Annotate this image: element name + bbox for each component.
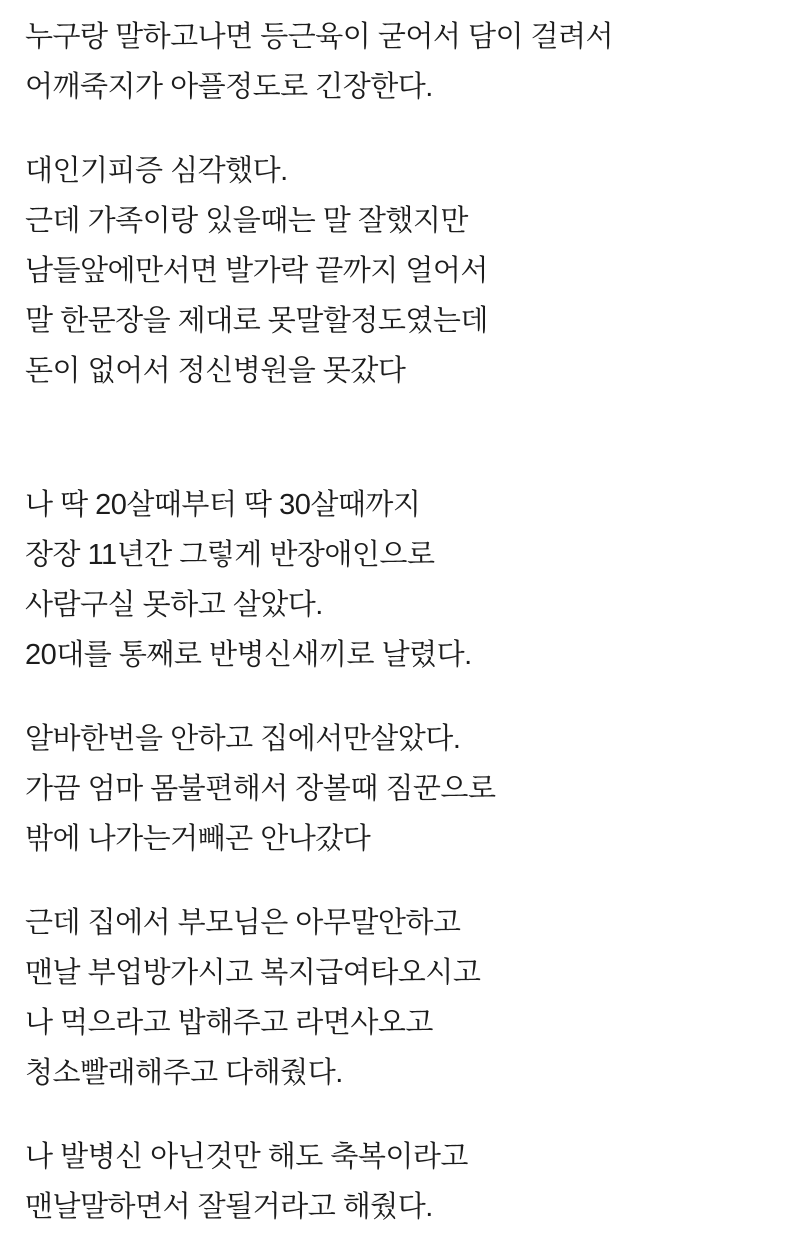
text-line: 나 딱 20살때부터 딱 30살때까지 (25, 489, 421, 521)
text-line: 맨날말하면서 잘될거라고 해줬다. (25, 1191, 433, 1223)
text-line: 나 먹으라고 밥해주고 라면사오고 (25, 1007, 433, 1039)
text-line: 남들앞에만서면 발가락 끝까지 얼어서 (25, 255, 488, 287)
text-line: 누구랑 말하고나면 등근육이 굳어서 담이 걸려서 (25, 21, 614, 53)
text-line: 어깨죽지가 아플정도로 긴장한다. (25, 71, 433, 103)
text-line: 20대를 통째로 반병신새끼로 날렸다. (25, 639, 472, 671)
text-line: 장장 11년간 그렇게 반장애인으로 (25, 539, 435, 571)
text-line: 돈이 없어서 정신병원을 못갔다 (25, 355, 406, 387)
paragraph (25, 480, 782, 680)
paragraph (25, 1132, 782, 1232)
text-line: 근데 가족이랑 있을때는 말 잘했지만 (25, 205, 468, 237)
text-line: 맨날 부업방가시고 복지급여타오시고 (25, 957, 481, 989)
paragraph (25, 898, 782, 1098)
text-line: 근데 집에서 부모님은 아무말안하고 (25, 907, 461, 939)
text-line: 밖에 나가는거빼곤 안나갔다 (25, 823, 371, 855)
paragraph (25, 146, 782, 396)
text-line: 대인기피증 심각했다. (25, 155, 288, 187)
text-line: 가끔 엄마 몸불편해서 장볼때 짐꾼으로 (25, 773, 496, 805)
text-line: 말 한문장을 제대로 못말할정도였는데 (25, 305, 488, 337)
text-line: 알바한번을 안하고 집에서만살았다. (25, 723, 461, 755)
text-line: 사람구실 못하고 살았다. (25, 589, 323, 621)
paragraph (25, 714, 782, 864)
text-line: 나 발병신 아닌것만 해도 축복이라고 (25, 1141, 468, 1173)
paragraph (25, 12, 782, 112)
text-line: 청소빨래해주고 다해줬다. (25, 1057, 343, 1089)
